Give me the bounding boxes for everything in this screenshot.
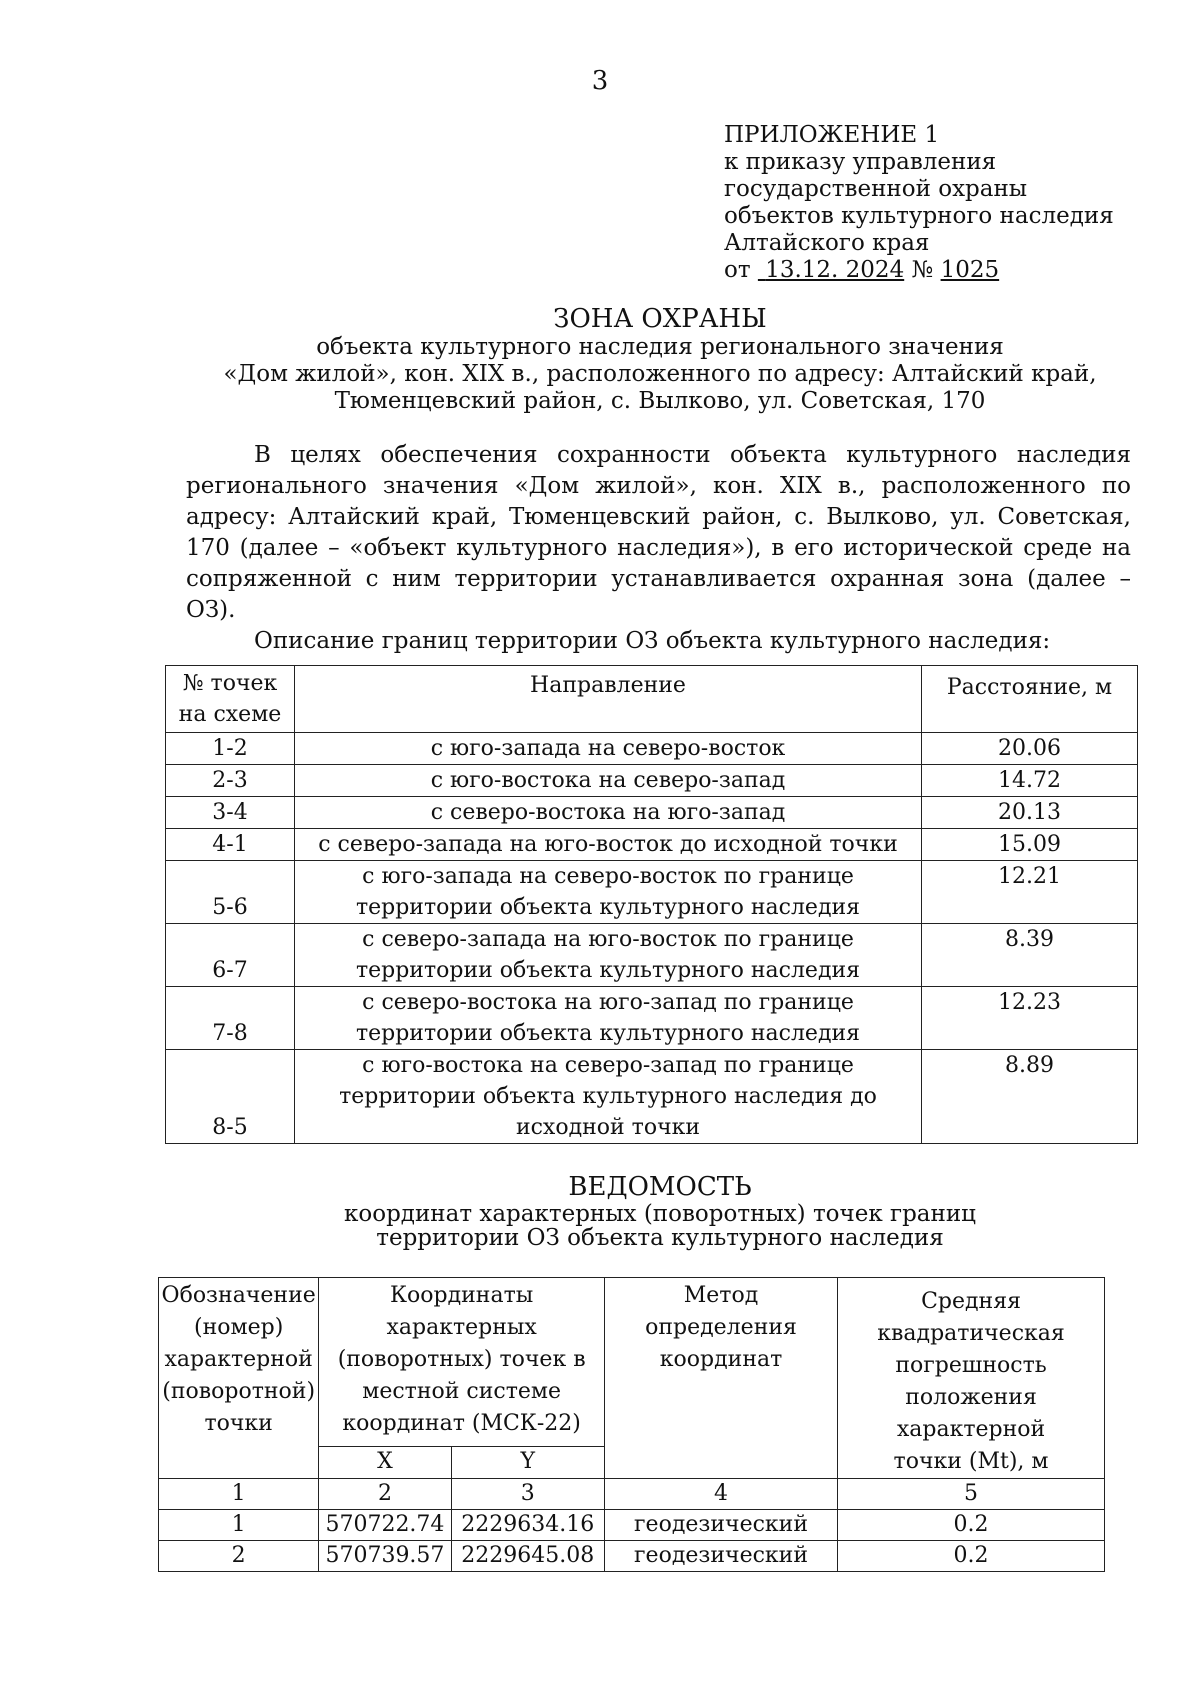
zone-subtitle-line: объекта культурного наследия регионального значения [316, 334, 1004, 360]
table-row [166, 829, 1138, 861]
cell-distance: 15.09 [922, 829, 1138, 861]
cell-points: 4-1 [166, 829, 295, 861]
zone-title [160, 304, 1160, 415]
cell-method: геодезический [604, 1541, 837, 1572]
cell-distance: 20.06 [922, 733, 1138, 765]
cell-points: 5-6 [166, 861, 295, 924]
table-header-row [166, 666, 1138, 733]
cell-distance: 14.72 [922, 765, 1138, 797]
header-direction: Направление [295, 666, 922, 733]
table-row [166, 733, 1138, 765]
header-x: X [319, 1446, 451, 1478]
cell-x: 570739.57 [319, 1541, 451, 1572]
order-number: 1025 [940, 257, 1000, 283]
table-row [166, 1050, 1138, 1144]
table-row [159, 1510, 1105, 1541]
header-method: Метод определения координат [604, 1278, 837, 1479]
cell-points: 7-8 [166, 987, 295, 1050]
cell-direction: с северо-запада на юго-восток до исходной точки [295, 829, 922, 861]
appendix-line: объектов культурного наследия [724, 203, 1114, 229]
coords-title [160, 1172, 1160, 1250]
header-designation: Обозначение (номер) характерной (поворотной) точки [159, 1278, 319, 1479]
coordinates-table [158, 1277, 1105, 1572]
column-number: 3 [451, 1479, 604, 1510]
table-row [166, 987, 1138, 1050]
cell-distance: 8.89 [922, 1050, 1138, 1144]
header-coordinates: Координаты характерных (поворотных) точек в местной системе координат (МСК-22) [319, 1278, 605, 1447]
appendix-line: Алтайского края [724, 230, 930, 256]
cell-x: 570722.74 [319, 1510, 451, 1541]
column-number: 1 [159, 1479, 319, 1510]
boundary-table-caption: Описание границ территории ОЗ объекта культурного наследия: [254, 628, 1051, 654]
cell-points: 2-3 [166, 765, 295, 797]
column-number: 2 [319, 1479, 451, 1510]
header-points: № точек на схеме [166, 666, 295, 733]
cell-direction: с юго-востока на северо-запад по границе территории объекта культурного наследия до исходной точки [295, 1050, 922, 1144]
column-number: 4 [604, 1479, 837, 1510]
header-y: Y [451, 1446, 604, 1478]
table-row [166, 797, 1138, 829]
appendix-block [724, 122, 1114, 284]
intro-paragraph: В целях обеспечения сохранности объекта культурного наследия регионального значения «Дом жилой», кон. XIX в., расположенного по адресу: Алтайский край, Тюменцевский район, с. Вылково, ул. Советская, 170 (далее – «объект культурного наследия»), в его исторической среде на сопряженной с ним территории устанавливается охранная зона (далее – ОЗ). [186, 442, 1131, 623]
cell-distance: 8.39 [922, 924, 1138, 987]
cell-direction: с северо-запада на юго-восток по границе территории объекта культурного наследия [295, 924, 922, 987]
zone-heading: ЗОНА ОХРАНЫ [553, 304, 767, 334]
table-row [166, 924, 1138, 987]
cell-points: 6-7 [166, 924, 295, 987]
header-distance: Расстояние, м [922, 666, 1138, 733]
table-row [166, 861, 1138, 924]
coords-heading: ВЕДОМОСТЬ [568, 1172, 752, 1202]
cell-error: 0.2 [838, 1510, 1105, 1541]
intro-text [186, 440, 1131, 657]
appendix-line: к приказу управления [724, 149, 997, 175]
cell-direction: с северо-востока на юго-запад [295, 797, 922, 829]
zone-subtitle-line: Тюменцевский район, с. Вылково, ул. Советская, 170 [334, 388, 986, 414]
cell-point: 2 [159, 1541, 319, 1572]
coords-subtitle-line: территории ОЗ объекта культурного наследия [376, 1225, 944, 1251]
cell-error: 0.2 [838, 1541, 1105, 1572]
table-header-row [159, 1278, 1105, 1447]
appendix-title: ПРИЛОЖЕНИЕ 1 [724, 122, 940, 148]
column-number-row [159, 1479, 1105, 1510]
appendix-line: государственной охраны [724, 176, 1028, 202]
cell-method: геодезический [604, 1510, 837, 1541]
coords-subtitle-line: координат характерных (поворотных) точек границ [344, 1201, 976, 1227]
order-date-line [724, 257, 1114, 284]
cell-y: 2229645.08 [451, 1541, 604, 1572]
number-prefix: № [911, 257, 934, 283]
date-prefix: от [724, 257, 751, 283]
cell-direction: с северо-востока на юго-запад по границе территории объекта культурного наследия [295, 987, 922, 1050]
cell-points: 1-2 [166, 733, 295, 765]
column-number: 5 [838, 1479, 1105, 1510]
cell-point: 1 [159, 1510, 319, 1541]
cell-points: 3-4 [166, 797, 295, 829]
cell-direction: с юго-запада на северо-восток по границе территории объекта культурного наследия [295, 861, 922, 924]
cell-distance: 12.21 [922, 861, 1138, 924]
cell-direction: с юго-востока на северо-запад [295, 765, 922, 797]
page-number: 3 [591, 66, 609, 96]
table-row [166, 765, 1138, 797]
cell-direction: с юго-запада на северо-восток [295, 733, 922, 765]
cell-distance: 12.23 [922, 987, 1138, 1050]
order-date: 13.12. 2024 [765, 257, 905, 283]
zone-subtitle-line: «Дом жилой», кон. XIX в., расположенного по адресу: Алтайский край, [223, 361, 1097, 387]
table-row [159, 1541, 1105, 1572]
cell-points: 8-5 [166, 1050, 295, 1144]
cell-y: 2229634.16 [451, 1510, 604, 1541]
boundary-table [165, 665, 1138, 1144]
cell-distance: 20.13 [922, 797, 1138, 829]
header-error: Средняя квадратическая погрешность положения характерной точки (Mt), м [838, 1278, 1105, 1479]
